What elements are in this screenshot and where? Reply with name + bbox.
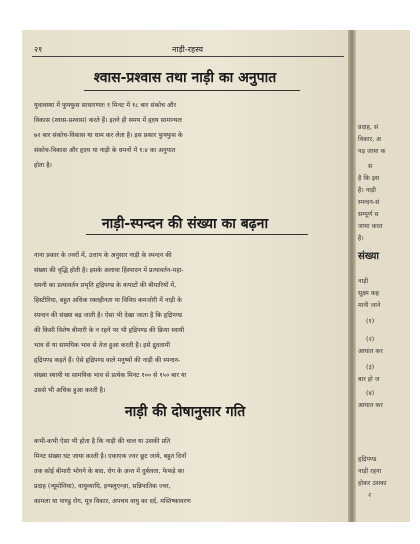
fragment: हृद्रिपण्ड [358, 456, 377, 463]
text-line: हिस्टीरिया, बहुत अधिक रक्तहीनता या विविध कमजोरी में नाड़ी के [34, 297, 182, 304]
section-heading-breath-pulse-ratio: श्वास-प्रश्वास तथा नाड़ी का अनुपात [93, 70, 277, 86]
fragment: सम्पूर्ण स [358, 211, 379, 218]
fragment: पड़ जाया क [358, 148, 386, 155]
section-heading-pulse-increase: नाड़ी-स्पन्दन की संख्या का बढ़ना [101, 216, 269, 232]
heading-underline [84, 90, 300, 91]
text-line: प्रदाह (न्यूमोनिया), वायुव्याधि, इन्फ्लुएन्ज़ा, सन्निपातिक ज्वर, [34, 483, 171, 490]
left-page [22, 30, 348, 522]
heading-underline [86, 234, 308, 235]
fragment: (३) [366, 364, 375, 371]
fragment: है। [358, 235, 364, 242]
text-line: युवावस्था में फुफ्फुस साधारणतः १ मिनट में १८ बार संकोच और [34, 102, 177, 109]
text-line: मिनट संख्या घट जाया करती है। एकाएक ज्वर छूट जाये, बहुत दिनों [34, 453, 187, 460]
facing-page [356, 30, 410, 522]
fragment: आघात कर [358, 348, 383, 355]
book-gutter [348, 30, 356, 522]
text-line: कामला या पाण्डु रोग, मूत्र विकार, अपचय वायु का दर्द, मस्तिष्कावरण [34, 498, 191, 505]
text-line: संकोच-विकास और हृदय या नाड़ी के धमनों में १:४ का अनुपात [34, 147, 176, 154]
fragment: नाड़ी [358, 278, 369, 285]
fragment: होकर उसका [358, 480, 387, 487]
fragment: प्रदाह, सं [358, 124, 379, 131]
text-line: नाना प्रकार के ज्वरों में, उत्ताप के अनुसार नाड़ी के स्पन्दन की [34, 252, 172, 259]
text-line: ७२ बार संकोच-विकास या धाम कर लेता है। इस प्रकार फुफ्फुस के [34, 132, 183, 139]
fragment: स [368, 163, 373, 170]
fragment: सूक्ष्म कह [358, 290, 380, 297]
header-rule [32, 56, 344, 57]
text-line: उससे भी अधिक हुआ करती है। [34, 387, 106, 394]
paragraph-breath-pulse-ratio [34, 98, 346, 173]
fragment: विकार, अ [358, 136, 381, 143]
section-heading-pulse-by-dosha: नाड़ी की दोषानुसार गति [124, 404, 246, 420]
text-line: हृद्रिपण्ड कहते हैं। ऐसे हृद्रिपण्ड वाले मनुष्यों की नाड़ी की स्पन्दन- [34, 357, 181, 364]
text-line: संख्या की वृद्धि होती है। इसके अलावा हिंस्पादन में प्रत्यावर्तन-महा- [34, 267, 184, 274]
text-line: धमनी का प्रत्यावर्तन प्रभृति हृद्रिपण्ड के कपाटों की बीमारियों में, [34, 282, 177, 289]
paragraph-pulse-by-dosha [34, 434, 346, 509]
running-title: नाड़ी-रहस्य [172, 45, 204, 54]
scanned-spread [22, 30, 410, 522]
text-line: भाव से या सामयिक भाव से तेज हुआ करती है। इसे द्रुततामी [34, 342, 171, 349]
fragment: (२) [366, 336, 375, 343]
text-line: संख्या स्थायी या सामयिक भाव से प्रत्येक मिनट १०० से १५० बार या [34, 372, 187, 379]
text-line: विकास (श्वास-प्रश्वास) करते हैं। इतने ही समय में हृदय सामान्यतः [34, 117, 183, 124]
text-line: की किसी विशेष बीमारी के न रहने पर भी हृद्रिपण्ड की क्रिया स्वायी [34, 327, 185, 334]
fragment: स्पन्दन-सं [358, 199, 380, 206]
fragment: जाया करत [358, 223, 383, 230]
paragraph-pulse-increase [34, 248, 346, 398]
fragment: (१) [366, 318, 375, 325]
fragment: है। नाड़ी [358, 187, 376, 194]
text-line: तक कोई बीमारी भोगने के बाद, रोग के अन्त में दुर्बलता, फेफड़े का [34, 468, 185, 475]
fragment-heading: संख्या [358, 251, 379, 262]
fragment: मानी जाने [358, 302, 381, 309]
fragment: (४) [366, 390, 375, 397]
page-number: २१ [34, 45, 43, 54]
fragment: है कि इस [358, 175, 380, 182]
text-line: स्पन्दन की संख्या बढ़ जाती है। ऐसा भी देखा जाता है कि हृद्रिपण्ड [34, 312, 183, 319]
fragment: आघात कर [358, 402, 383, 409]
fragment: बार हो ज [358, 376, 380, 383]
text-line: होता है। [34, 162, 52, 169]
text-line: कभी-कभी ऐसा भी होता है कि नाड़ी की चाल या उसकी प्रति [34, 438, 171, 445]
fragment: २ [368, 492, 372, 499]
fragment: नाड़ी रहना [358, 468, 382, 475]
